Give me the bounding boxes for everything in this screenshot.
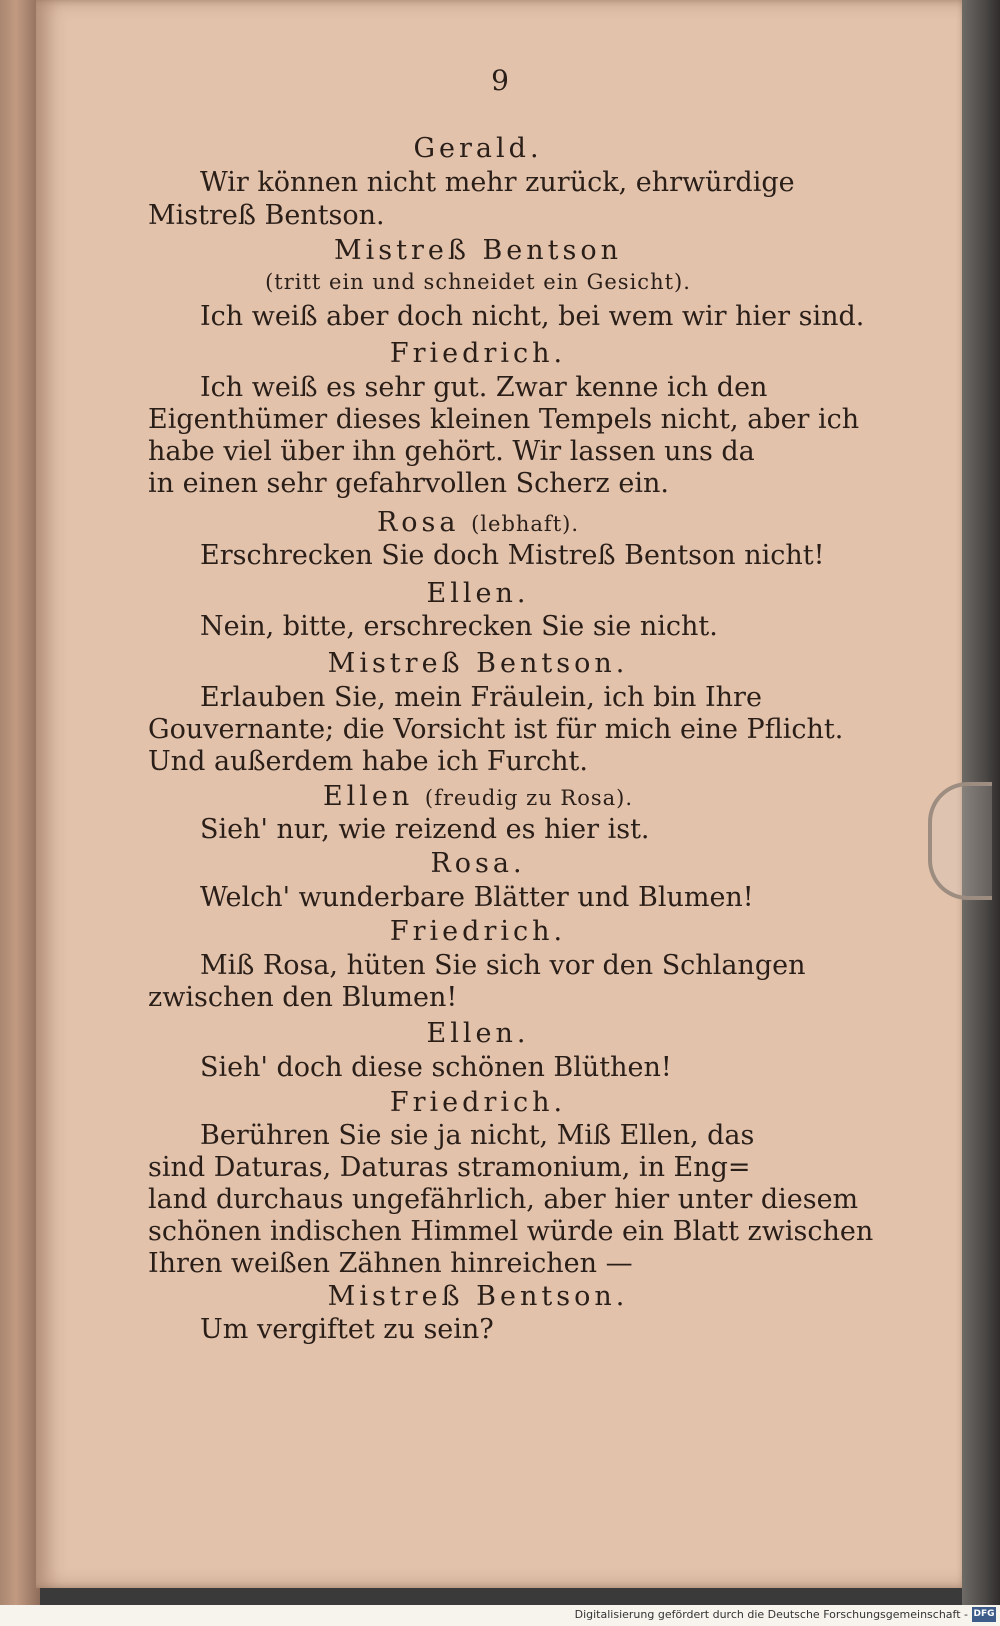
dialogue-line: Und außerdem habe ich Furcht. bbox=[148, 746, 588, 777]
dialogue-line: land durchaus ungefährlich, aber hier unter diesem bbox=[148, 1184, 859, 1215]
funding-note: Digitalisierung gefördert durch die Deutsche Forschungsgemeinschaft - bbox=[574, 1608, 968, 1621]
speaker-name: Ellen. bbox=[426, 578, 530, 609]
speaker-name: Mistreß Bentson. bbox=[327, 648, 629, 679]
footer-bar bbox=[0, 1605, 1000, 1626]
dialogue-line: Gouvernante; die Vorsicht ist für mich eine Pflicht. bbox=[148, 714, 844, 745]
dialogue-line: schönen indischen Himmel würde ein Blatt zwischen bbox=[148, 1216, 874, 1247]
stage-direction: (freudig zu Rosa). bbox=[424, 786, 634, 810]
speaker-heading bbox=[148, 780, 808, 815]
dialogue-line: Ich weiß es sehr gut. Zwar kenne ich den bbox=[200, 372, 768, 403]
dialogue-line: Nein, bitte, erschrecken Sie sie nicht. bbox=[200, 611, 718, 642]
dialogue-line: Sieh' doch diese schönen Blüthen! bbox=[200, 1052, 672, 1083]
dfg-logo: DFG bbox=[972, 1607, 996, 1622]
dialogue-line: Erschrecken Sie doch Mistreß Bentson nicht! bbox=[200, 540, 825, 571]
dialogue-line: Mistreß Bentson. bbox=[148, 200, 385, 231]
speaker-name: Friedrich. bbox=[389, 338, 567, 369]
dialogue-line: Wir können nicht mehr zurück, ehrwürdige bbox=[200, 167, 795, 198]
speaker-heading bbox=[148, 506, 808, 541]
speaker-name: Ellen. bbox=[426, 1018, 530, 1049]
dialogue-line: habe viel über ihn gehört. Wir lassen uns da bbox=[148, 436, 755, 467]
dialogue-line: in einen sehr gefahrvollen Scherz ein. bbox=[148, 468, 669, 499]
speaker-name: Rosa. bbox=[430, 848, 526, 879]
speaker-name: Friedrich. bbox=[389, 916, 567, 947]
speaker-name: Friedrich. bbox=[389, 1087, 567, 1118]
dialogue-line: Ihren weißen Zähnen hinreichen — bbox=[148, 1248, 633, 1279]
dialogue-line: Miß Rosa, hüten Sie sich vor den Schlangen bbox=[200, 950, 806, 981]
dialogue-line: Welch' wunderbare Blätter und Blumen! bbox=[200, 882, 754, 913]
stage-direction: (lebhaft). bbox=[471, 512, 580, 536]
page-number: 9 bbox=[491, 64, 509, 97]
dialogue-line: Ich weiß aber doch nicht, bei wem wir hier sind. bbox=[200, 301, 865, 332]
speaker-name: Ellen bbox=[322, 781, 414, 812]
speaker-name: Rosa bbox=[376, 507, 460, 538]
dialogue-line: Eigenthümer dieses kleinen Tempels nicht, aber ich bbox=[148, 404, 860, 435]
speaker-name: Mistreß Bentson. bbox=[327, 1281, 629, 1312]
dialogue-line: Sieh' nur, wie reizend es hier ist. bbox=[200, 814, 650, 845]
speaker-name: Mistreß Bentson bbox=[333, 235, 623, 266]
dialogue-line: Berühren Sie sie ja nicht, Miß Ellen, das bbox=[200, 1120, 755, 1151]
dialogue-line: zwischen den Blumen! bbox=[148, 982, 458, 1013]
dialogue-line: sind Daturas, Daturas stramonium, in Eng= bbox=[148, 1152, 751, 1183]
dialogue-line: Erlauben Sie, mein Fräulein, ich bin Ihre bbox=[200, 682, 762, 713]
stage-direction: (tritt ein und schneidet ein Gesicht). bbox=[265, 270, 691, 294]
dialogue-line: Um vergiftet zu sein? bbox=[200, 1314, 494, 1345]
speaker-name: Gerald. bbox=[413, 133, 543, 164]
